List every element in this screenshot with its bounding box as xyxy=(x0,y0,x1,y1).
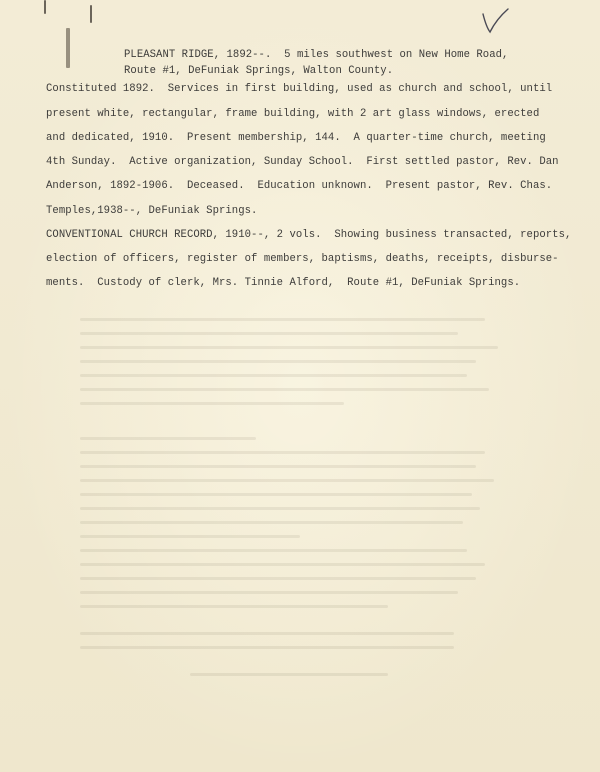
staple-icon xyxy=(44,0,46,14)
body-line: Anderson, 1892-1906. Deceased. Education unknown. Present pastor, Rev. Chas. xyxy=(46,180,553,192)
record-line: ments. Custody of clerk, Mrs. Tinnie Alford, Route #1, DeFuniak Springs. xyxy=(46,277,521,289)
entry-heading-line-1: PLEASANT RIDGE, 1892--. 5 miles southwest on New Home Road, xyxy=(124,49,509,61)
staple-mark-icon xyxy=(66,28,70,68)
body-line: and dedicated, 1910. Present membership, 144. A quarter-time church, meeting xyxy=(46,132,546,144)
body-line: Temples,1938--, DeFuniak Springs. xyxy=(46,205,258,217)
pencil-check-mark-icon xyxy=(478,4,512,36)
body-line: 4th Sunday. Active organization, Sunday School. First settled pastor, Rev. Dan xyxy=(46,156,559,168)
staple-icon xyxy=(90,5,92,23)
record-line: CONVENTIONAL CHURCH RECORD, 1910--, 2 vols. Showing business transacted, reports, xyxy=(46,229,572,241)
record-line: election of officers, register of members, baptisms, deaths, receipts, disburse- xyxy=(46,253,559,265)
entry-heading-line-2: Route #1, DeFuniak Springs, Walton County. xyxy=(124,65,394,77)
body-line: present white, rectangular, frame building, with 2 art glass windows, erected xyxy=(46,108,540,120)
body-line: Constituted 1892. Services in first building, used as church and school, until xyxy=(46,83,553,95)
bleed-through-text xyxy=(80,318,520,738)
